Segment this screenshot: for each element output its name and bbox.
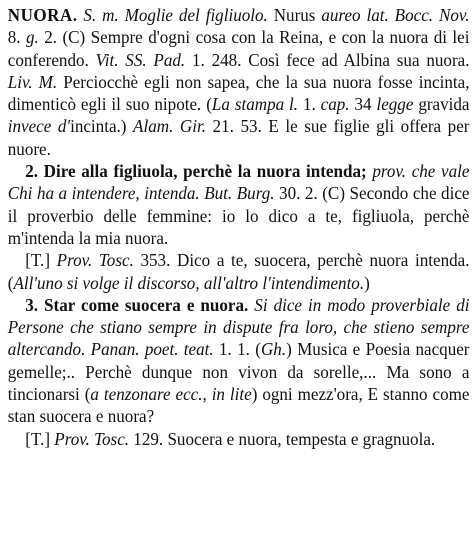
sense-3 — [8, 294, 470, 428]
text-run: cap. — [320, 94, 350, 115]
text-run: prov. che vale Chi ha a intendere, intenda. But. Burg. — [7, 161, 470, 204]
text-run: Nurus — [267, 5, 322, 25]
text-run: ) — [364, 272, 370, 293]
text-run: legge — [376, 94, 414, 115]
text-run: Perciocchè egli non sapea, che la sua nuora fosse incinta, dimenticò egli il suo nipote. ( — [7, 71, 470, 115]
text-run: Si dice in modo proverbiale di Persone che stiano sempre in dispute fra loro, che stieno sempre altercando. Panan. poet. teat. — [7, 294, 470, 360]
definition-text — [8, 5, 470, 159]
text-run: 30. 2. (C) Secondo che dice il proverbio delle femmine: io lo dico a te, figliuola, perchè m'intenda la mia nuora. — [7, 183, 470, 248]
sense-2 — [8, 160, 470, 249]
text-run: Prov. Tosc. — [56, 250, 134, 271]
text-run: S. m. Moglie del figliuolo. — [83, 5, 268, 25]
text-run: 2. Dire alla figliuola, perchè la nuora intenda; — [25, 161, 367, 182]
text-run: 2. (C) Sempre d'ogni cosa con la Reina, e con la nuora di lei conferendo. — [7, 27, 470, 70]
text-run: ) ogni mezz'ora, E stanno come stan suocera e nuora? — [7, 384, 470, 427]
text-run: 1. 1. ( — [213, 339, 261, 360]
text-run: Vit. SS. Pad. — [95, 49, 186, 70]
text-run: 21. 53. E le sue figlie gli offera per nuore. — [7, 116, 470, 159]
text-run: Prov. Tosc. — [54, 428, 130, 449]
text-run: gravida — [413, 94, 470, 115]
text-run: ) Musica e Poesia nacquer gemelle;.. Perchè dunque non vivon da sorelle,... Ma sono a tincionarsi ( — [7, 339, 470, 405]
text-run: 8. — [7, 27, 26, 48]
text-run: 34 — [349, 94, 377, 115]
text-run: incinta.) — [70, 116, 134, 137]
text-run: Alam. Gir. — [133, 116, 206, 137]
text-run: Gh. — [260, 339, 287, 360]
text-run: 1. — [298, 94, 321, 115]
text-run: a tenzonare ecc., in lite — [90, 384, 252, 405]
text-run: [T.] — [25, 250, 57, 271]
text-run: aureo lat. Bocc. Nov. — [321, 5, 470, 25]
text-run: 3. Star come suocera e nuora. — [25, 294, 249, 315]
text-run: Liv. M. — [7, 71, 58, 92]
text-run: 1. 248. Così fece ad Albina sua nuora. — [185, 49, 470, 70]
headword: NUORA. — [7, 5, 78, 25]
text-run: 353. Dico a te, suocera, perchè nuora intenda. ( — [7, 250, 470, 293]
text-run: [T.] — [25, 428, 55, 449]
text-run: La stampa l. — [211, 94, 299, 115]
text-run: invece d' — [7, 116, 71, 137]
sense-3-example — [8, 428, 470, 450]
text-run: All'uno si volge il discorso, all'altro l'intendimento. — [13, 272, 365, 293]
text-run: 129. Suocera e nuora, tempesta e gragnuola. — [129, 428, 436, 449]
entry-nuora — [8, 4, 470, 160]
text-run: g. — [25, 27, 39, 48]
sense-2-example — [8, 249, 470, 294]
